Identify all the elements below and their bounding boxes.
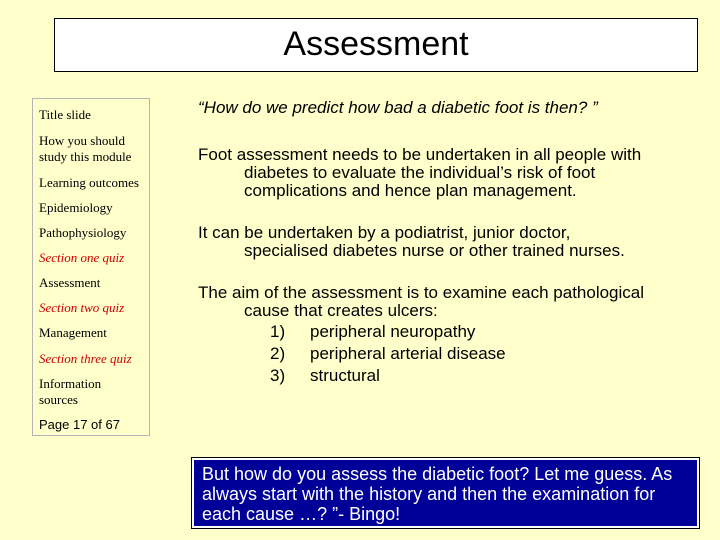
answer-callout: But how do you assess the diabetic foot? Let me guess. As always start with the history and then the examination for each cause …? ”- Bingo! xyxy=(192,458,699,528)
list-text: structural xyxy=(310,366,380,385)
slide-title: Assessment xyxy=(283,25,469,63)
sidebar-item-assessment[interactable]: Assessment xyxy=(39,275,101,290)
sidebar-item-epidemiology[interactable]: Epidemiology xyxy=(39,200,113,215)
sidebar-item-learning-outcomes[interactable]: Learning outcomes xyxy=(39,175,139,190)
sidebar-item-section-one-quiz[interactable]: Section one quiz xyxy=(39,250,125,265)
sidebar-item-how-to-study[interactable]: How you should study this module xyxy=(39,133,132,164)
sidebar-item-title-slide[interactable]: Title slide xyxy=(39,107,91,122)
paragraph-aim xyxy=(198,284,698,320)
list-number: 1) xyxy=(270,322,286,341)
paragraph-foot-assessment xyxy=(198,146,698,200)
paragraph-continuation: cause that creates ulcers: xyxy=(244,301,438,320)
paragraph-line: The aim of the assessment is to examine each pathological xyxy=(198,283,645,302)
paragraph-line: Foot assessment needs to be undertaken in all people with xyxy=(198,145,642,164)
sidebar-item-section-two-quiz[interactable]: Section two quiz xyxy=(39,300,125,315)
paragraph-continuation: specialised diabetes nurse or other trained nurses. xyxy=(244,241,625,260)
sidebar-item-information-sources[interactable]: Information sources xyxy=(39,376,102,407)
paragraph-who-undertakes xyxy=(198,224,698,260)
title-box xyxy=(54,18,698,72)
sidebar-item-management[interactable]: Management xyxy=(39,325,107,340)
sidebar-nav xyxy=(32,98,150,436)
list-text: peripheral neuropathy xyxy=(310,322,476,341)
list-number: 2) xyxy=(270,344,286,363)
page-counter: Page 17 of 67 xyxy=(39,417,120,432)
question-text: “How do we predict how bad a diabetic foot is then? ” xyxy=(198,98,598,117)
paragraph-continuation: diabetes to evaluate the individual’s risk of foot complications and hence plan management. xyxy=(244,163,596,200)
paragraph-line: It can be undertaken by a podiatrist, junior doctor, xyxy=(198,223,571,242)
list-item-neuropathy xyxy=(270,322,475,342)
list-item-structural xyxy=(270,366,380,386)
list-number: 3) xyxy=(270,366,286,385)
sidebar-item-section-three-quiz[interactable]: Section three quiz xyxy=(39,351,132,366)
sidebar-item-pathophysiology[interactable]: Pathophysiology xyxy=(39,225,127,240)
list-item-arterial xyxy=(270,344,506,364)
list-text: peripheral arterial disease xyxy=(310,344,506,363)
